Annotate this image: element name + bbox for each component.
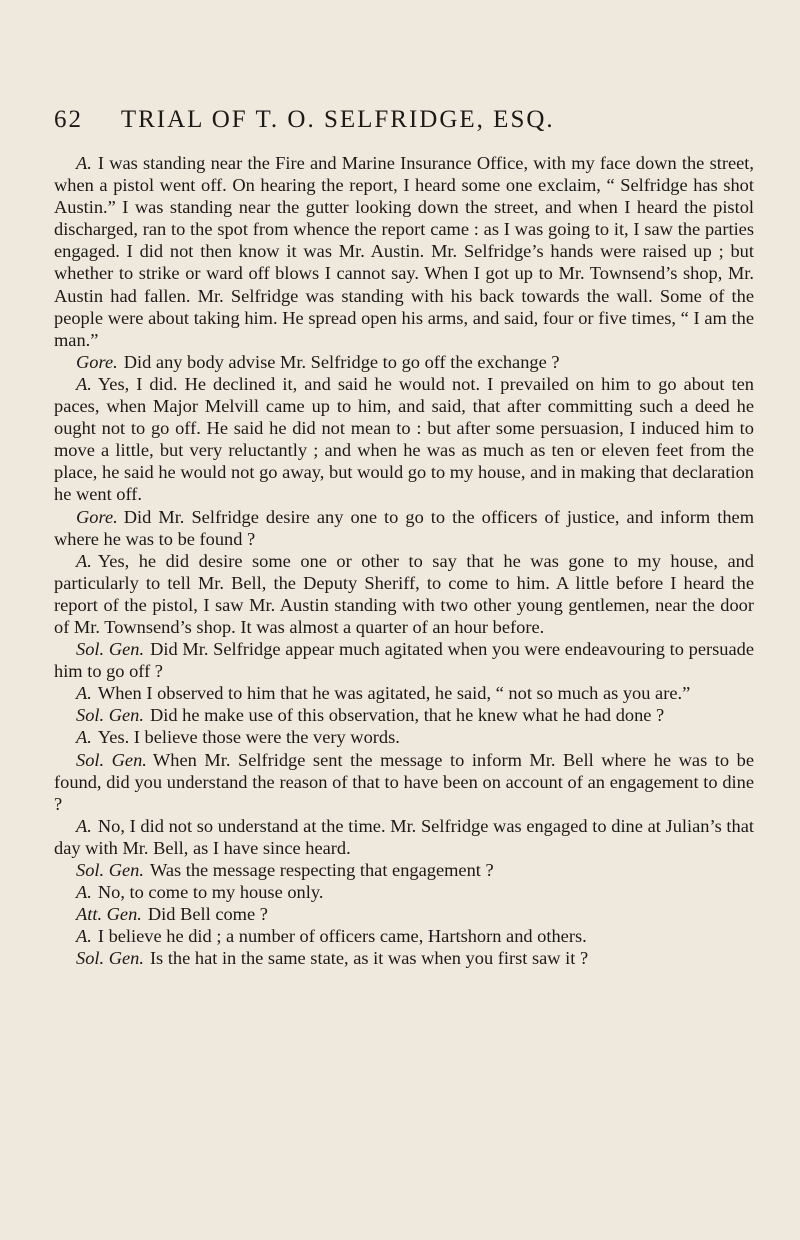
paragraph-text: Did Mr. Selfridge desire any one to go to the officers of justice, and inform them where he was to be found ? [54,506,754,549]
testimony-paragraph [54,903,754,925]
testimony-paragraph [54,638,754,682]
speaker-label: Sol. Gen. [76,639,145,660]
speaker-label: Sol. Gen. [76,749,147,770]
paragraph-text: Yes, he did desire some one or other to say that he was gone to my house, and particularly to tell Mr. Bell, the Deputy Sheriff, to come to him. A little before I heard the report of the pistol, I saw Mr. Austin standing with two other young gentlemen, near the door of Mr. Townsend’s shop. It was almost a quarter of an hour before. [54,550,754,637]
speaker-label: A. [76,815,92,836]
paragraph-text: Did he make use of this observation, that he knew what he had done ? [149,705,665,726]
testimony-paragraph [54,682,754,704]
paragraph-text: Yes. I believe those were the very words. [97,727,400,748]
testimony-paragraph [54,351,754,373]
running-title: TRIAL OF T. O. SELFRIDGE, ESQ. [120,106,555,133]
paragraph-text: Did Bell come ? [147,904,268,925]
paragraph-text: No, to come to my house only. [97,882,324,903]
testimony-paragraph [54,506,754,550]
speaker-label: Gore. [76,351,118,372]
paragraph-text: I believe he did ; a number of officers came, Hartshorn and others. [97,926,587,947]
testimony-paragraph [54,749,754,815]
testimony-paragraph [54,373,754,506]
testimony-paragraph [54,726,754,748]
testimony-paragraph [54,925,754,947]
speaker-label: A. [76,926,92,947]
speaker-label: Sol. Gen. [76,705,144,726]
paragraph-text: Yes, I did. He declined it, and said he would not. I prevailed on him to go about ten paces, when Major Melvill came up to him, and said, that after committing such a deed he ought not to go off. He said he did not mean to : but after some persuasion, I induced him to move a little, but very reluctantly ; and when he was as much as ten or eleven feet from the place, he said he would not go away, but would go to my house, and in making that declaration he went off. [54,373,754,505]
testimony-paragraph [54,704,754,726]
speaker-label: Sol. Gen. [76,948,144,969]
page-header [54,106,754,134]
paragraph-text: I was standing near the Fire and Marine Insurance Office, with my face down the street, when a pistol went off. On hearing the report, I heard some one exclaim, “ Selfridge has shot Austin.” I was standing near the gutter looking down the street, and when I heard the pistol discharged, ran to the spot from whence the report came : as I was going to it, I saw the parties engaged. I did not then know it was Mr. Austin. Mr. Selfridge’s hands were raised up ; but whether to strike or ward off blows I cannot say. When I got up to Mr. Townsend’s shop, Mr. Austin had fallen. Mr. Selfridge was standing with his back towards the wall. Some of the people were about taking him. He spread open his arms, and said, four or five times, “ I am the man.” [54,153,754,350]
paragraph-text: Did any body advise Mr. Selfridge to go off the exchange ? [123,351,560,372]
paragraph-text: Is the hat in the same state, as it was when you first saw it ? [149,948,589,969]
testimony-body [54,152,754,969]
speaker-label: Gore. [76,506,118,527]
page-number: 62 [54,106,83,133]
paragraph-text: No, I did not so understand at the time. Mr. Selfridge was engaged to dine at Julian’s that day with Mr. Bell, as I have since heard. [54,815,754,858]
paragraph-text: When I observed to him that he was agitated, he said, “ not so much as you are.” [97,683,691,704]
testimony-paragraph [54,859,754,881]
speaker-label: A. [76,153,92,173]
testimony-paragraph [54,947,754,969]
testimony-paragraph [54,152,754,351]
speaker-label: A. [76,727,92,748]
speaker-label: A. [76,550,92,571]
testimony-paragraph [54,550,754,638]
speaker-label: Sol. Gen. [76,860,144,880]
speaker-label: A. [76,683,92,704]
paragraph-text: Was the message respecting that engagement ? [149,860,494,880]
speaker-label: Att. Gen. [76,904,142,925]
speaker-label: A. [76,882,92,903]
testimony-paragraph [54,881,754,903]
paragraph-text: Did Mr. Selfridge appear much agitated when you were endeavouring to persuade him to go off ? [54,639,754,682]
testimony-paragraph [54,815,754,859]
speaker-label: A. [76,373,92,394]
paragraph-text: When Mr. Selfridge sent the message to inform Mr. Bell where he was to be found, did you understand the reason of that to have been on account of an engagement to dine ? [54,749,754,814]
